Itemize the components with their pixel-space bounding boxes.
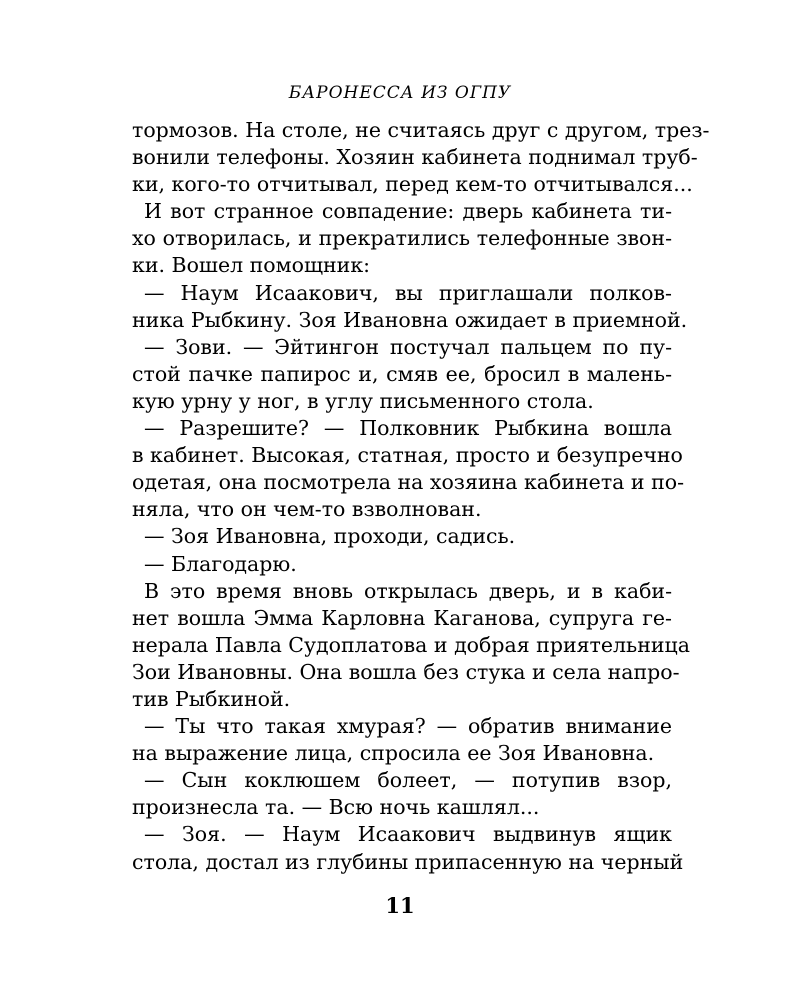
text-line: — Зови. — Эйтингон постучал пальцем по пу- [144,334,672,359]
text-line: вонили телефоны. Хозяин кабинета поднимал труб- [132,145,698,170]
running-head: БАРОНЕССА ИЗ ОГПУ [288,83,512,103]
text-line: нет вошла Эмма Карловна Каганова, супруга ге- [132,605,672,630]
text-line: — Зоя Ивановна, проходи, садись. [144,524,516,549]
text-line: произнесла та. — Всю ночь кашлял... [132,795,540,820]
text-line: Зои Ивановны. Она вошла без стука и села напро- [132,659,680,684]
text-line: ника Рыбкину. Зоя Ивановна ожидает в приемной. [132,307,688,332]
text-line: хо отворилась, и прекратились телефонные звон- [132,226,672,251]
text-line: — Разрешите? — Полковник Рыбкина вошла [144,416,672,441]
text-line: — Зоя. — Наум Исаакович выдвинув ящик [144,822,672,847]
text-line: — Ты что такая хмурая? — обратив внимание [144,714,672,739]
text-line: в кабинет. Высокая, статная, просто и безупречно [132,443,683,468]
text-line: — Сын коклюшем болеет, — потупив взор, [144,768,672,793]
text-line: на выражение лица, спросила ее Зоя Ивановна. [132,741,655,766]
text-line: тормозов. На столе, не считаясь друг с другом, трез- [132,118,710,142]
text-line: стой пачке папирос и, смяв ее, бросил в малень- [132,361,672,386]
text-line: — Благодарю. [144,551,297,576]
text-line: — Наум Исаакович, вы приглашали полков- [144,280,672,305]
text-line: няла, что он чем-то взволнован. [132,497,482,522]
text-line: тив Рыбкиной. [132,686,291,711]
page-number: 11 [385,893,415,918]
text-line: одетая, она посмотрела на хозяина кабинета и по- [132,470,685,495]
text-line: В это время вновь открылась дверь, и в каби- [144,578,672,603]
text-line: нерала Павла Судоплатова и добрая приятельница [132,632,690,657]
text-line: кую урну у ног, в углу письменного стола. [132,388,594,413]
text-line: И вот странное совпадение: дверь кабинета ти- [144,199,672,224]
text-line: стола, достал из глубины припасенную на черный [132,849,684,874]
text-line: ки, кого-то отчитывал, перед кем-то отчитывался... [132,172,693,197]
text-line: ки. Вошел помощник: [132,253,371,278]
body-text [132,117,710,876]
